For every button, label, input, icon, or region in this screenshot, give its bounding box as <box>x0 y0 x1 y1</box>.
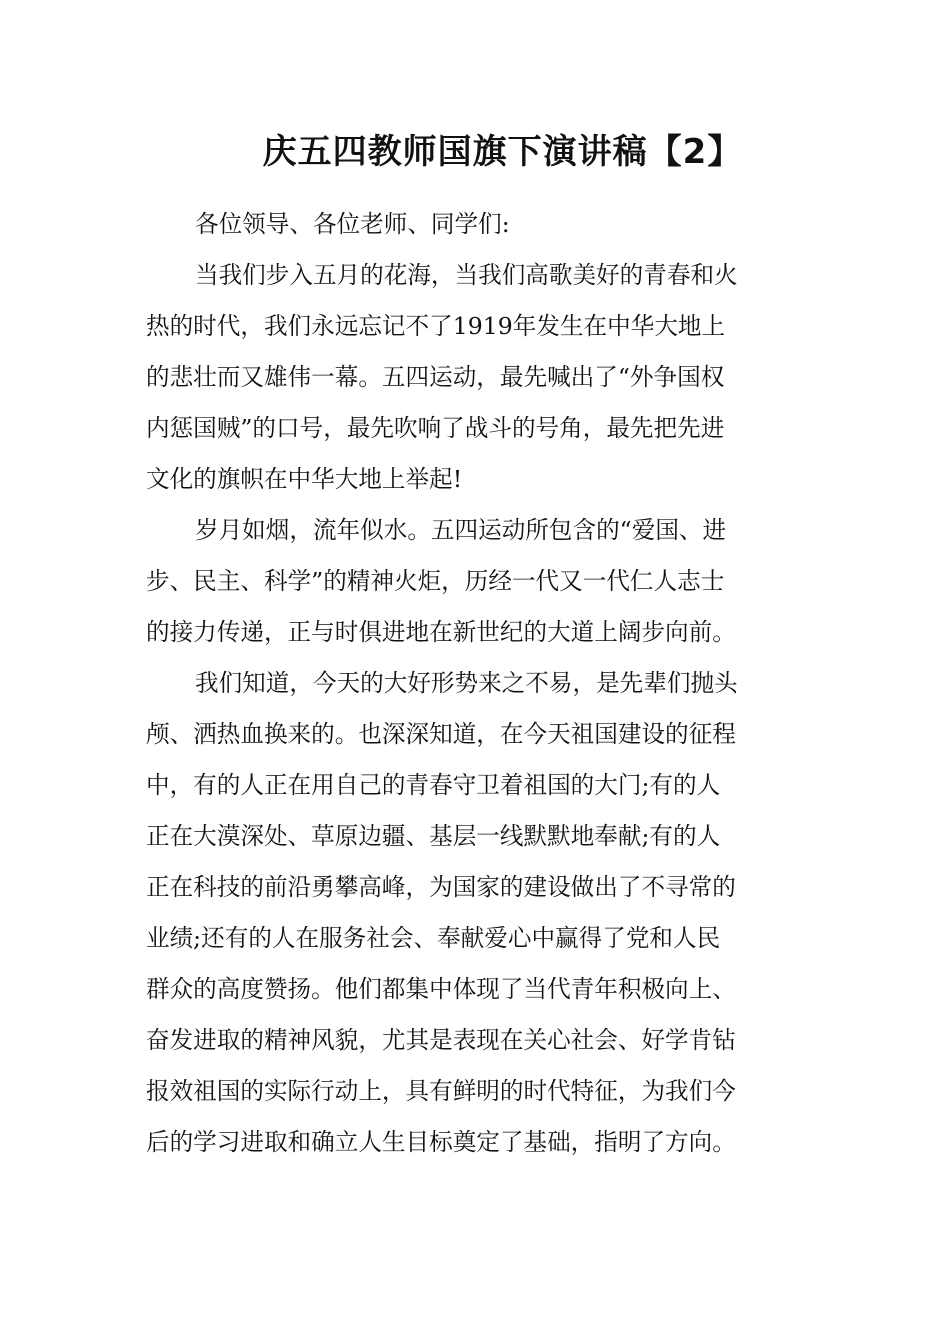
paragraph-3-line-7: 群众的高度赞扬。他们都集中体现了当代青年积极向上、 <box>146 975 736 1003</box>
paragraph-3-line-8: 奋发进取的精神风貌，尤其是表现在关心社会、好学肯钻 <box>146 1026 736 1054</box>
paragraph-3-line-2: 颅、洒热血换来的。也深深知道，在今天祖国建设的征程 <box>146 720 736 748</box>
paragraph-3-line-9: 报效祖国的实际行动上，具有鲜明的时代特征，为我们今 <box>146 1077 736 1105</box>
paragraph-1-line-1: 当我们步入五月的花海，当我们高歌美好的青春和火 <box>195 261 738 289</box>
paragraph-1-line-2: 热的时代，我们永远忘记不了1919年发生在中华大地上 <box>146 312 726 340</box>
document-body <box>146 199 786 1168</box>
paragraph-2-line-1: 岁月如烟，流年似水。五四运动所包含的“爱国、进 <box>195 516 727 544</box>
paragraph-1-line-4: 内惩国贼”的口号，最先吹响了战斗的号角，最先把先进 <box>146 414 725 442</box>
paragraph-3-line-1: 我们知道，今天的大好形势来之不易，是先辈们抛头 <box>195 669 738 697</box>
document-title: 庆五四教师国旗下演讲稿【2】 <box>262 132 743 172</box>
paragraph-2-line-3: 的接力传递，正与时俱进地在新世纪的大道上阔步向前。 <box>146 618 736 646</box>
paragraph-1-line-5: 文化的旗帜在中华大地上举起! <box>146 465 463 493</box>
paragraph-2-line-2: 步、民主、科学”的精神火炬，历经一代又一代仁人志士 <box>146 567 725 595</box>
paragraph-3-line-6: 业绩;还有的人在服务社会、奉献爱心中赢得了党和人民 <box>146 924 721 952</box>
paragraph-3-line-10: 后的学习进取和确立人生目标奠定了基础，指明了方向。 <box>146 1128 736 1156</box>
paragraph-3-line-4: 正在大漠深处、草原边疆、基层一线默默地奉献;有的人 <box>146 822 721 850</box>
paragraph-3-line-3: 中，有的人正在用自己的青春守卫着祖国的大门;有的人 <box>146 771 721 799</box>
paragraph-1-line-3: 的悲壮而又雄伟一幕。五四运动，最先喊出了“外争国权 <box>146 363 725 391</box>
salutation-line: 各位领导、各位老师、同学们: <box>195 210 510 238</box>
paragraph-3-line-5: 正在科技的前沿勇攀高峰，为国家的建设做出了不寻常的 <box>146 873 736 901</box>
